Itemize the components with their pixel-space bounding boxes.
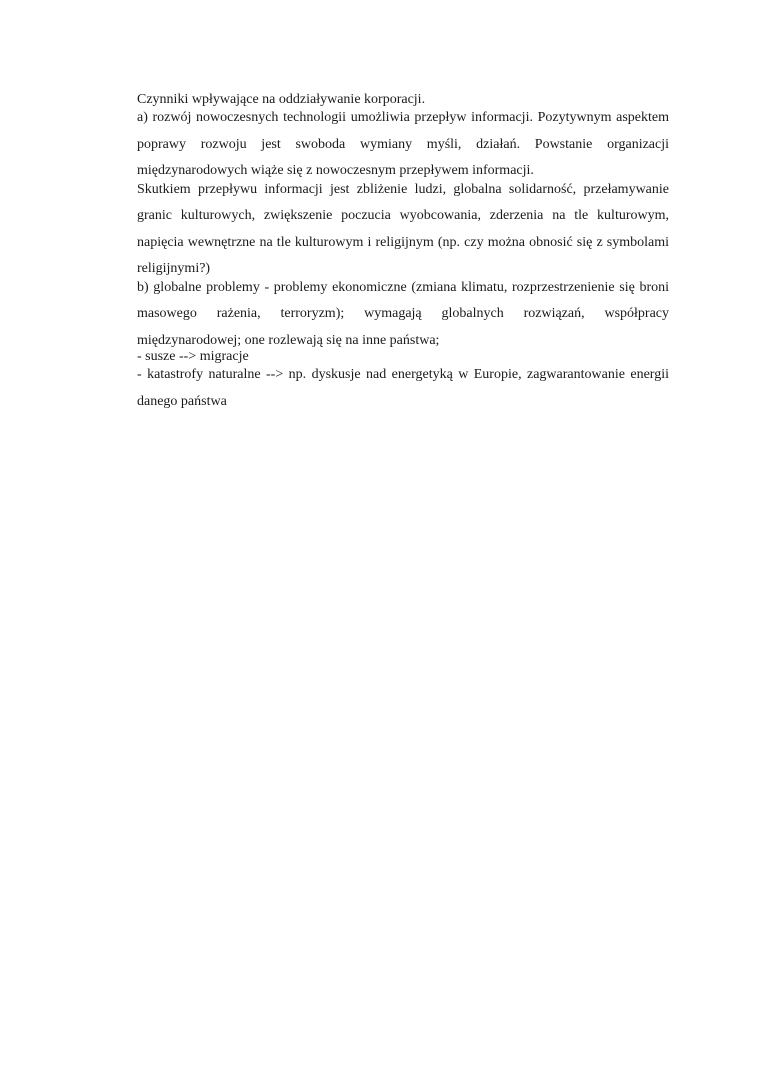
bullet-disasters: - katastrofy naturalne --> np. dyskusje nad energetyką w Europie, zagwarantowanie energii danego państwa bbox=[137, 367, 669, 409]
document-heading: Czynniki wpływające na oddziaływanie korporacji. bbox=[137, 92, 426, 107]
paragraph-a: a) rozwój nowoczesnych technologii umożliwia przepływ informacji. Pozytywnym aspektem poprawy rozwoju jest swoboda wymiany myśli, działań. Powstanie organizacji międzynarodowych wiąże się z nowoczesnym przepływem informacji. bbox=[137, 110, 669, 178]
paragraph-b: b) globalne problemy - problemy ekonomiczne (zmiana klimatu, rozprzestrzenienie się broni masowego rażenia, terroryzm); wymagają globalnych rozwiązań, współpracy międzynarodowej; one rozlewają się na inne państwa; bbox=[137, 279, 669, 348]
paragraph-effects: Skutkiem przepływu informacji jest zbliżenie ludzi, globalna solidarność, przełamywanie granic kulturowych, zwiększenie poczucia wyobcowania, zderzenia na tle kulturowym, napięcia wewnętrzne na tle kulturowym i religijnym (np. czy można obnosić się z symbolami religijnymi?) bbox=[137, 181, 669, 276]
bullet-drought: - susze --> migracje bbox=[137, 349, 249, 364]
document-body bbox=[137, 91, 669, 415]
